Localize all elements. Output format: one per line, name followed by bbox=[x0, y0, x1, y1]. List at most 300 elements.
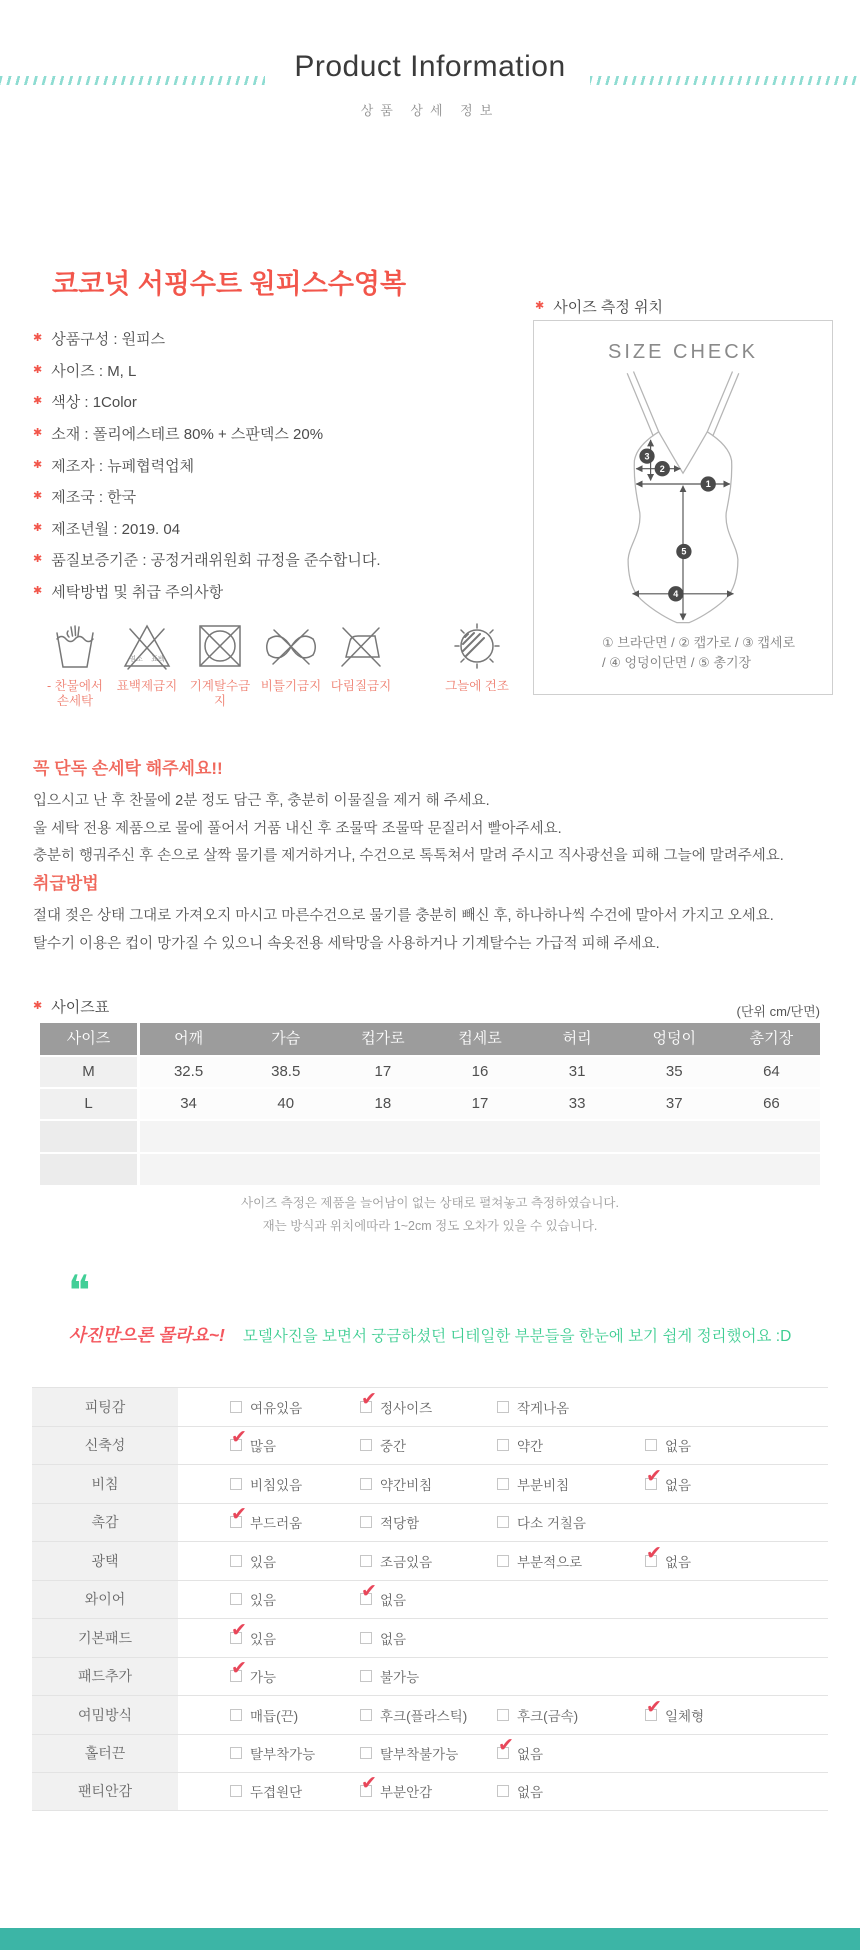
checklist-option-label: 다소 거칠음 bbox=[517, 1516, 586, 1532]
checklist-option bbox=[360, 1512, 497, 1532]
checklist-option bbox=[645, 1435, 691, 1455]
checklist-option bbox=[360, 1435, 497, 1455]
checkbox bbox=[497, 1439, 509, 1451]
size-cell-value bbox=[334, 1121, 431, 1152]
handling-lines-line: 절대 젖은 상태 그대로 가져오지 마시고 마른수건으로 물기를 충분히 빼신 후, 하나하나씩 수건에 말아서 가지고 오세요. bbox=[33, 908, 774, 924]
checklist-option bbox=[360, 1474, 497, 1494]
checklist-option bbox=[230, 1474, 360, 1494]
checkmark-icon: ✔ bbox=[231, 1504, 247, 1526]
checklist-row bbox=[32, 1503, 828, 1542]
checklist-option bbox=[360, 1773, 497, 1801]
checkbox-box bbox=[360, 1478, 372, 1490]
size-cell-value: 37 bbox=[626, 1089, 723, 1119]
checkmark-icon: ✔ bbox=[646, 1465, 662, 1487]
size-check-caption bbox=[602, 633, 795, 673]
size-table-empty-row bbox=[40, 1121, 820, 1152]
checklist-option-label: 있음 bbox=[250, 1631, 277, 1647]
checklist-option bbox=[645, 1696, 705, 1725]
handling-section bbox=[33, 869, 843, 958]
product-title: 코코넛 서핑수트 원피스수영복 bbox=[52, 269, 407, 299]
checklist-option bbox=[497, 1474, 645, 1494]
tagline bbox=[0, 1322, 860, 1347]
size-row-label bbox=[40, 1121, 140, 1152]
checklist-option bbox=[360, 1705, 497, 1725]
spec-text: 세탁방법 및 취급 주의사항 bbox=[51, 584, 224, 602]
tagline-green-text: 모델사진을 보면서 궁금하셨던 디테일한 부분들을 한눈에 보기 쉽게 정리했어요 :D bbox=[242, 1328, 792, 1345]
checklist-option bbox=[230, 1589, 360, 1609]
bullet-icon: ✱ bbox=[33, 521, 43, 534]
checklist-option bbox=[230, 1397, 360, 1417]
checkbox bbox=[230, 1619, 247, 1644]
hatch-right-decoration bbox=[590, 76, 860, 85]
size-check-label-text: 사이즈 측정 위치 bbox=[553, 299, 663, 316]
checkbox-box bbox=[360, 1709, 372, 1721]
checkmark-icon: ✔ bbox=[231, 1658, 247, 1680]
size-cell-value bbox=[431, 1154, 528, 1185]
checkbox-box bbox=[360, 1516, 372, 1528]
handling-lines bbox=[33, 903, 843, 958]
bullet-icon: ✱ bbox=[33, 332, 43, 345]
care-label: 기계탈수금지 bbox=[189, 679, 251, 708]
checklist-option bbox=[360, 1666, 497, 1686]
svg-text:표백: 표백 bbox=[151, 656, 165, 663]
checklist-option-label: 약간비침 bbox=[380, 1477, 433, 1493]
no-bleach-icon bbox=[120, 618, 174, 674]
checkmark-icon: ✔ bbox=[231, 1427, 247, 1449]
size-cell-value: 33 bbox=[529, 1089, 626, 1119]
checklist-option-label: 많음 bbox=[250, 1439, 277, 1455]
checklist-option bbox=[497, 1781, 645, 1801]
svg-text:1: 1 bbox=[705, 479, 711, 490]
checklist-option bbox=[230, 1781, 360, 1801]
spec-text: 상품구성 : 원피스 bbox=[51, 331, 166, 349]
care-item-no-wring bbox=[258, 618, 324, 694]
checklist-option-label: 작게나옴 bbox=[517, 1400, 570, 1416]
checkbox bbox=[645, 1542, 662, 1567]
bullet-icon: ✱ bbox=[33, 553, 43, 566]
checklist-option bbox=[497, 1705, 645, 1725]
checklist-option-label: 적당함 bbox=[380, 1516, 420, 1532]
no-iron-icon bbox=[334, 618, 388, 674]
checkmark-icon: ✔ bbox=[361, 1388, 377, 1410]
svg-text:4: 4 bbox=[673, 588, 679, 599]
checklist-option bbox=[497, 1735, 645, 1763]
checklist-option-label: 두겹원단 bbox=[250, 1785, 303, 1801]
bullet-icon: ✱ bbox=[33, 395, 43, 408]
checkmark-icon: ✔ bbox=[498, 1735, 514, 1757]
checklist-row-label: 패드추가 bbox=[32, 1658, 182, 1696]
checklist-option-label: 없음 bbox=[665, 1477, 692, 1493]
size-cell-value bbox=[626, 1154, 723, 1185]
checkmark-icon: ✔ bbox=[646, 1542, 662, 1564]
checkbox-box bbox=[497, 1478, 509, 1490]
wash-lines-line: 울 세탁 전용 제품으로 물에 풀어서 거품 내신 후 조물딱 조물딱 문질러서 빨아주세요. bbox=[33, 820, 562, 837]
spec-item bbox=[33, 544, 381, 576]
checklist-row bbox=[32, 1580, 828, 1619]
spec-item bbox=[33, 355, 381, 387]
care-item-no-iron bbox=[328, 618, 394, 694]
checkbox-box bbox=[497, 1709, 509, 1721]
spec-text: 색상 : 1Color bbox=[51, 394, 137, 412]
size-table-row bbox=[40, 1089, 820, 1119]
checkbox-box bbox=[360, 1555, 372, 1567]
checklist-option bbox=[497, 1512, 645, 1532]
checklist-option-label: 약간 bbox=[517, 1439, 544, 1455]
wash-lines-line: 입으시고 난 후 찬물에 2분 정도 담근 후, 충분히 이물질을 제거 해 주세요. bbox=[33, 793, 490, 809]
checklist-row bbox=[32, 1464, 828, 1503]
size-cell-value: 31 bbox=[529, 1057, 626, 1087]
checklist-row-label: 팬티안감 bbox=[32, 1773, 182, 1810]
checklist-option-label: 없음 bbox=[665, 1439, 692, 1455]
checkbox-box bbox=[230, 1401, 242, 1413]
spec-text: 제조국 : 한국 bbox=[51, 489, 137, 507]
checklist-option bbox=[230, 1743, 360, 1763]
checkbox-box bbox=[360, 1747, 372, 1759]
svg-text:2: 2 bbox=[659, 463, 665, 474]
svg-text:염소: 염소 bbox=[129, 656, 143, 663]
checkbox bbox=[497, 1785, 509, 1797]
size-table-header-cell: 엉덩이 bbox=[626, 1023, 723, 1055]
size-cell-value: 17 bbox=[334, 1057, 431, 1087]
size-cell-value bbox=[237, 1121, 334, 1152]
checklist-option-label: 탈부착가능 bbox=[250, 1747, 316, 1763]
svg-text:5: 5 bbox=[681, 546, 687, 557]
size-cell-value bbox=[529, 1154, 626, 1185]
checklist-options bbox=[182, 1773, 828, 1810]
bullet-icon: ✱ bbox=[33, 585, 43, 598]
checkbox bbox=[360, 1555, 372, 1567]
size-table-header-cell: 사이즈 bbox=[40, 1023, 140, 1055]
checklist-option-label: 없음 bbox=[517, 1747, 544, 1763]
checklist-option-label: 없음 bbox=[665, 1554, 692, 1570]
checklist-options bbox=[182, 1388, 828, 1426]
size-cell-value: 16 bbox=[431, 1057, 528, 1087]
care-item-no-spin bbox=[187, 618, 253, 709]
size-table-header-cell: 컵가로 bbox=[334, 1023, 431, 1055]
care-item-handwash bbox=[42, 618, 108, 709]
no-wring-icon bbox=[264, 618, 318, 674]
checkbox-box bbox=[497, 1439, 509, 1451]
checklist-row-label: 신축성 bbox=[32, 1427, 182, 1465]
spec-text: 제조자 : 뉴페협력업체 bbox=[51, 457, 195, 475]
spec-text: 사이즈 : M, L bbox=[51, 362, 137, 380]
handling-section-heading: 취급방법 bbox=[33, 874, 99, 893]
size-table bbox=[40, 1023, 820, 1187]
checklist-option-label: 있음 bbox=[250, 1593, 277, 1609]
checkbox bbox=[230, 1747, 242, 1759]
spec-item bbox=[33, 418, 381, 450]
checklist-option-label: 부분적으로 bbox=[517, 1554, 583, 1570]
checklist-option bbox=[230, 1619, 360, 1648]
checkbox bbox=[230, 1401, 242, 1413]
size-check-caption-line2: / ④ 엉덩이단면 / ⑤ 총기장 bbox=[602, 655, 752, 670]
checkbox bbox=[360, 1632, 372, 1644]
care-item-shade-dry bbox=[444, 618, 510, 694]
swimsuit-measurement-diagram bbox=[548, 367, 818, 628]
bullet-icon: ✱ bbox=[33, 458, 43, 471]
checkbox-box bbox=[230, 1555, 242, 1567]
checklist-option-label: 정사이즈 bbox=[380, 1400, 433, 1416]
size-table-title-text: 사이즈표 bbox=[51, 999, 110, 1016]
size-cell-value bbox=[626, 1121, 723, 1152]
checklist-row-label: 광택 bbox=[32, 1542, 182, 1580]
checklist-option-label: 후크(플라스틱) bbox=[380, 1708, 468, 1724]
size-table-header-row bbox=[40, 1023, 820, 1055]
size-table-title bbox=[33, 996, 109, 1017]
checklist-row bbox=[32, 1772, 828, 1811]
checklist-option bbox=[360, 1628, 497, 1648]
size-table-header-cell: 컵세로 bbox=[431, 1023, 528, 1055]
size-table-header-cell: 허리 bbox=[529, 1023, 626, 1055]
spec-list bbox=[33, 323, 381, 607]
checkbox bbox=[230, 1427, 247, 1451]
checkbox bbox=[230, 1478, 242, 1490]
spec-item bbox=[33, 481, 381, 513]
checkbox-box bbox=[497, 1516, 509, 1528]
size-notes-line: 재는 방식과 위치에따라 1~2cm 정도 오차가 있을 수 있습니다. bbox=[262, 1219, 598, 1233]
bottom-bar-decoration bbox=[0, 1928, 860, 1950]
checklist-options bbox=[182, 1735, 828, 1773]
size-cell-value bbox=[140, 1121, 237, 1152]
checklist-row bbox=[32, 1387, 828, 1426]
spec-text: 제조년월 : 2019. 04 bbox=[51, 520, 181, 538]
checklist-option-label: 부드러움 bbox=[250, 1516, 303, 1532]
checklist-option bbox=[360, 1388, 497, 1417]
checklist-option-label: 여유있음 bbox=[250, 1400, 303, 1416]
checklist-options bbox=[182, 1504, 828, 1542]
size-cell-value: 35 bbox=[626, 1057, 723, 1087]
page-title: Product Information bbox=[294, 50, 566, 83]
checkmark-icon: ✔ bbox=[231, 1619, 247, 1641]
care-label: 다림질금지 bbox=[330, 679, 392, 693]
checkbox-box bbox=[230, 1785, 242, 1797]
checkbox-box bbox=[497, 1785, 509, 1797]
checklist-options bbox=[182, 1427, 828, 1465]
checklist-option bbox=[230, 1705, 360, 1725]
size-cell-value bbox=[529, 1121, 626, 1152]
checklist-row bbox=[32, 1426, 828, 1465]
size-cell-value bbox=[723, 1154, 820, 1185]
checklist-option-label: 조금있음 bbox=[380, 1554, 433, 1570]
checkbox bbox=[645, 1439, 657, 1451]
bullet-icon: ✱ bbox=[535, 300, 545, 312]
checklist-row-label: 홀터끈 bbox=[32, 1735, 182, 1773]
handwash-icon bbox=[48, 618, 102, 674]
bullet-icon: ✱ bbox=[33, 427, 43, 440]
checklist-row-label: 촉감 bbox=[32, 1504, 182, 1542]
size-row-label: L bbox=[40, 1089, 140, 1119]
checkbox bbox=[645, 1465, 662, 1490]
checkbox bbox=[497, 1401, 509, 1413]
wash-lines bbox=[33, 788, 843, 871]
checkmark-icon: ✔ bbox=[361, 1581, 377, 1603]
size-cell-value bbox=[431, 1121, 528, 1152]
spec-item bbox=[33, 386, 381, 418]
checklist-option bbox=[230, 1658, 360, 1686]
checklist-row-label: 피팅감 bbox=[32, 1388, 182, 1426]
size-table-header-cell: 총기장 bbox=[723, 1023, 820, 1055]
bullet-icon: ✱ bbox=[33, 363, 43, 376]
handling-lines-line: 탈수기 이용은 컵이 망가질 수 있으니 속옷전용 세탁망을 사용하거나 기계탈수는 가급적 피해 주세요. bbox=[33, 935, 660, 952]
bullet-icon: ✱ bbox=[33, 1000, 43, 1012]
size-cell-value bbox=[723, 1121, 820, 1152]
checkbox bbox=[497, 1709, 509, 1721]
checkbox bbox=[497, 1735, 514, 1759]
size-check-label bbox=[535, 296, 663, 317]
checkbox bbox=[360, 1670, 372, 1682]
checkbox bbox=[230, 1785, 242, 1797]
no-spin-icon bbox=[193, 618, 247, 674]
checklist-option-label: 불가능 bbox=[380, 1670, 420, 1686]
checklist-row-label: 와이어 bbox=[32, 1581, 182, 1619]
checklist-row bbox=[32, 1734, 828, 1773]
checklist-option-label: 가능 bbox=[250, 1670, 277, 1686]
checkbox bbox=[497, 1555, 509, 1567]
checklist-option-label: 중간 bbox=[380, 1439, 407, 1455]
checkbox bbox=[230, 1504, 247, 1528]
size-row-label: M bbox=[40, 1057, 140, 1087]
checklist-option bbox=[497, 1435, 645, 1455]
checklist-options bbox=[182, 1696, 828, 1734]
checklist-option-label: 없음 bbox=[380, 1631, 407, 1647]
checklist-option bbox=[230, 1551, 360, 1571]
checklist-options bbox=[182, 1619, 828, 1657]
checkbox bbox=[360, 1709, 372, 1721]
page-subtitle: 상품 상세 정보 bbox=[360, 103, 500, 118]
checkbox-box bbox=[230, 1747, 242, 1759]
checklist-option bbox=[230, 1504, 360, 1532]
size-cell-value: 38.5 bbox=[237, 1057, 334, 1087]
spec-item bbox=[33, 513, 381, 545]
size-table-header-cell: 가슴 bbox=[237, 1023, 334, 1055]
checkbox bbox=[360, 1439, 372, 1451]
checklist-options bbox=[182, 1542, 828, 1580]
size-check-caption-line1: ① 브라단면 / ② 캡가로 / ③ 캡세로 bbox=[602, 635, 796, 650]
checkbox-box bbox=[497, 1401, 509, 1413]
bullet-icon: ✱ bbox=[33, 490, 43, 503]
checklist-option bbox=[360, 1581, 497, 1609]
size-table-header-cell: 어깨 bbox=[140, 1023, 237, 1055]
size-cell-value: 32.5 bbox=[140, 1057, 237, 1087]
checkbox-box bbox=[230, 1478, 242, 1490]
handwash-section-heading: 꼭 단독 손세탁 해주세요!! bbox=[33, 759, 223, 778]
checklist-row bbox=[32, 1657, 828, 1696]
spec-item bbox=[33, 576, 381, 608]
wash-lines-line: 충분히 행궈주신 후 손으로 살짝 물기를 제거하거나, 수건으로 톡톡쳐서 말려 주시고 직사광선을 피해 그늘에 말려주세요. bbox=[33, 848, 784, 864]
checklist-row bbox=[32, 1618, 828, 1657]
checklist-option-label: 없음 bbox=[517, 1785, 544, 1801]
size-notes bbox=[0, 1192, 860, 1238]
checklist-options bbox=[182, 1658, 828, 1696]
care-label: 표백제금지 bbox=[116, 679, 178, 693]
checklist-option bbox=[645, 1542, 692, 1571]
size-check-box-title: SIZE CHECK bbox=[607, 341, 759, 363]
checkbox bbox=[360, 1388, 377, 1413]
size-table-row bbox=[40, 1057, 820, 1087]
checklist-row bbox=[32, 1541, 828, 1580]
size-cell-value: 18 bbox=[334, 1089, 431, 1119]
checklist-option-label: 탈부착불가능 bbox=[380, 1747, 459, 1763]
checkbox bbox=[360, 1773, 377, 1797]
checkmark-icon: ✔ bbox=[361, 1773, 377, 1795]
checklist-row bbox=[32, 1695, 828, 1734]
checkbox bbox=[360, 1747, 372, 1759]
checkbox bbox=[360, 1581, 377, 1605]
size-cell-value bbox=[140, 1154, 237, 1185]
size-table-empty-row bbox=[40, 1154, 820, 1185]
checklist-option-label: 부분안감 bbox=[380, 1785, 433, 1801]
checkbox bbox=[497, 1516, 509, 1528]
checklist-option-label: 없음 bbox=[380, 1593, 407, 1609]
checkbox bbox=[645, 1696, 662, 1721]
checkbox bbox=[360, 1516, 372, 1528]
size-cell-value: 66 bbox=[723, 1089, 820, 1119]
checklist-option bbox=[645, 1465, 692, 1494]
size-cell-value bbox=[237, 1154, 334, 1185]
checklist-option-label: 있음 bbox=[250, 1554, 277, 1570]
size-row-label bbox=[40, 1154, 140, 1185]
quote-icon: ❝ bbox=[68, 1267, 91, 1314]
care-label: - 찬물에서 손세탁 bbox=[47, 679, 103, 708]
checkbox bbox=[360, 1478, 372, 1490]
care-item-no-bleach bbox=[114, 618, 180, 694]
checklist-option-label: 비침있음 bbox=[250, 1477, 303, 1493]
checkmark-icon: ✔ bbox=[646, 1696, 662, 1718]
checklist-option-label: 부분비침 bbox=[517, 1477, 570, 1493]
spec-item bbox=[33, 323, 381, 355]
checklist-options bbox=[182, 1465, 828, 1503]
checkbox-box bbox=[230, 1709, 242, 1721]
size-notes-line: 사이즈 측정은 제품을 늘어남이 없는 상태로 펼쳐놓고 측정하였습니다. bbox=[241, 1196, 619, 1210]
checklist-row-label: 여밈방식 bbox=[32, 1696, 182, 1734]
shade-dry-icon bbox=[450, 618, 504, 674]
checkbox bbox=[230, 1709, 242, 1721]
size-cell-value: 64 bbox=[723, 1057, 820, 1087]
tagline-red-text: 사진만으론 몰라요~! bbox=[68, 1325, 225, 1345]
checklist-option bbox=[360, 1551, 497, 1571]
size-cell-value: 17 bbox=[431, 1089, 528, 1119]
checklist-row-label: 비침 bbox=[32, 1465, 182, 1503]
care-label: 비틀기금지 bbox=[260, 679, 322, 693]
size-cell-value: 34 bbox=[140, 1089, 237, 1119]
unit-note: (단위 cm/단면) bbox=[736, 1004, 820, 1019]
checklist-row-label: 기본패드 bbox=[32, 1619, 182, 1657]
checkbox-box bbox=[645, 1439, 657, 1451]
size-check-box bbox=[533, 320, 833, 695]
size-cell-value bbox=[334, 1154, 431, 1185]
handwash-section bbox=[33, 754, 843, 871]
checkbox-box bbox=[230, 1593, 242, 1605]
spec-text: 소재 : 폴리에스테르 80% + 스판덱스 20% bbox=[51, 426, 324, 444]
checkbox bbox=[230, 1555, 242, 1567]
checkbox-box bbox=[360, 1632, 372, 1644]
care-label: 그늘에 건조 bbox=[445, 679, 509, 693]
checklist-table bbox=[32, 1387, 828, 1811]
spec-item bbox=[33, 449, 381, 481]
hatch-left-decoration bbox=[0, 76, 265, 85]
checklist-option-label: 일체형 bbox=[665, 1708, 705, 1724]
svg-text:3: 3 bbox=[644, 451, 650, 462]
checkbox bbox=[497, 1478, 509, 1490]
checklist-option bbox=[497, 1551, 645, 1571]
checkbox-box bbox=[360, 1670, 372, 1682]
spec-text: 품질보증기준 : 공정거래위원회 규정을 준수합니다. bbox=[51, 552, 381, 570]
checkbox-box bbox=[497, 1555, 509, 1567]
checklist-option-label: 후크(금속) bbox=[517, 1708, 579, 1724]
checklist-option bbox=[230, 1427, 360, 1455]
checklist-options bbox=[182, 1581, 828, 1619]
size-cell-value: 40 bbox=[237, 1089, 334, 1119]
